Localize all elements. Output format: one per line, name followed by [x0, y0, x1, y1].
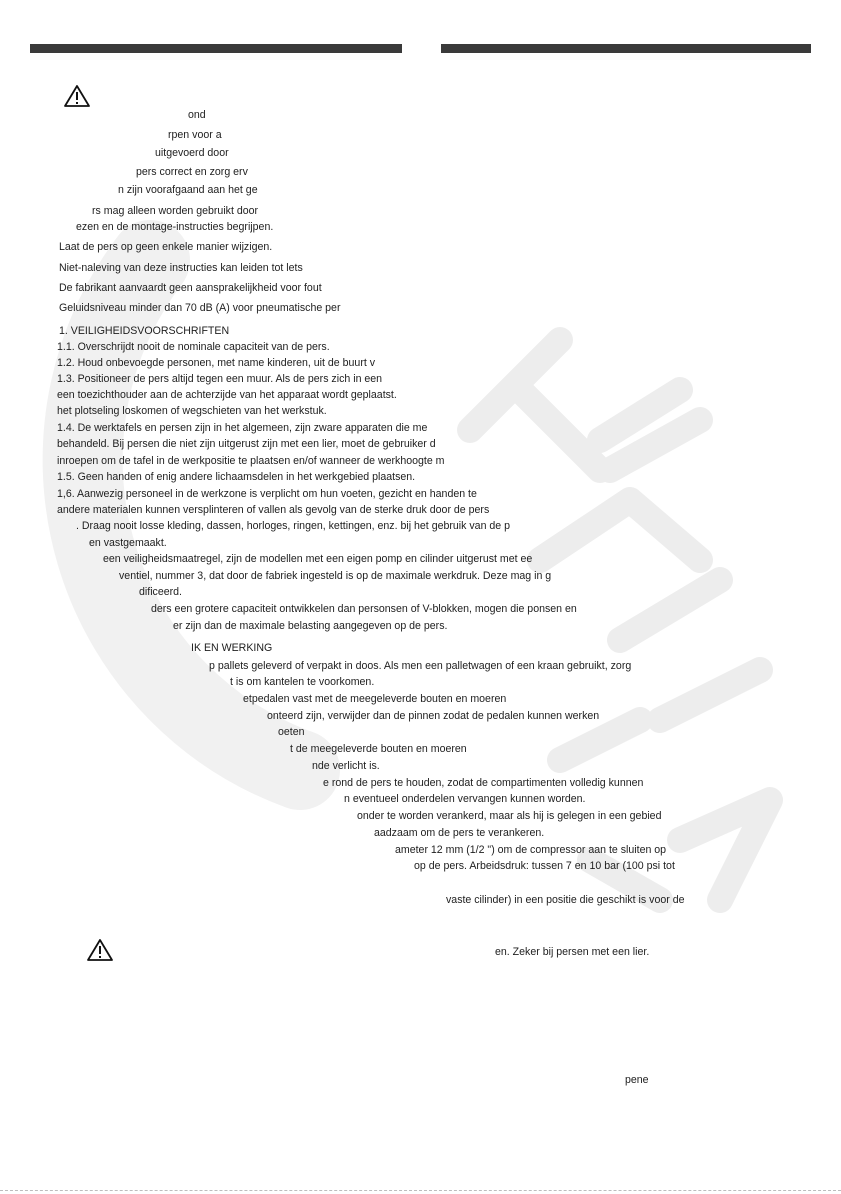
- text-line: het plotseling loskomen of wegschieten van het werkstuk.: [57, 405, 327, 417]
- text-line: t de meegeleverde bouten en moeren: [290, 743, 467, 755]
- text-line: behandeld. Bij persen die niet zijn uitgerust zijn met een lier, moet de gebruiker d: [57, 438, 436, 450]
- text-line: Niet-naleving van deze instructies kan leiden tot lets: [59, 262, 303, 274]
- text-line: andere materialen kunnen versplinteren of vallen als gevolg van de sterke druk door de pers: [57, 504, 490, 516]
- text-line: ders een grotere capaciteit ontwikkelen dan personsen of V-blokken, mogen die ponsen en: [151, 603, 577, 615]
- text-line: 1.4. De werktafels en persen zijn in het algemeen, zijn zware apparaten die me: [57, 422, 428, 434]
- warning-triangle-icon: [86, 938, 114, 962]
- section-heading: 1. VEILIGHEIDSVOORSCHRIFTEN: [59, 325, 230, 337]
- text-line: op de pers. Arbeidsdruk: tussen 7 en 10 bar (100 psi tot: [414, 860, 675, 872]
- text-line: onteerd zijn, verwijder dan de pinnen zodat de pedalen kunnen werken: [267, 710, 600, 722]
- text-line: oeten: [278, 726, 305, 738]
- text-line: 1,6. Aanwezig personeel in de werkzone is verplicht om hun voeten, gezicht en handen te: [57, 488, 477, 500]
- text-line: ameter 12 mm (1/2 ") om de compressor aan te sluiten op: [395, 844, 667, 856]
- text-line: een toezichthouder aan de achterzijde van het apparaat wordt geplaatst.: [57, 389, 397, 401]
- text-line: dificeerd.: [139, 586, 182, 598]
- text-line: ond: [188, 109, 206, 121]
- text-line: Geluidsniveau minder dan 70 dB (A) voor pneumatische per: [59, 302, 341, 314]
- text-line: inroepen om de tafel in de werkpositie te plaatsen en/of wanneer de werkhoogte m: [57, 455, 445, 467]
- warning-triangle-icon: [63, 84, 91, 108]
- text-line: n zijn voorafgaand aan het ge: [118, 184, 258, 196]
- text-line: De fabrikant aanvaardt geen aansprakelijkheid voor fout: [59, 282, 322, 294]
- text-line: t is om kantelen te voorkomen.: [230, 676, 375, 688]
- text-line: rpen voor a: [168, 129, 222, 141]
- text-line: Laat de pers op geen enkele manier wijzigen.: [59, 241, 273, 253]
- text-line: nde verlicht is.: [312, 760, 380, 772]
- text-line: er zijn dan de maximale belasting aangegeven op de pers.: [173, 620, 448, 632]
- text-line: 1.2. Houd onbevoegde personen, met name kinderen, uit de buurt v: [57, 357, 376, 369]
- text-line: ventiel, nummer 3, dat door de fabriek ingesteld is op de maximale werkdruk. Deze mag in g: [119, 570, 552, 582]
- text-line: 1.3. Positioneer de pers altijd tegen een muur. Als de pers zich in een: [57, 373, 383, 385]
- text-line: onder te worden verankerd, maar als hij is gelegen in een gebied: [357, 810, 662, 822]
- text-line: ezen en de montage-instructies begrijpen.: [76, 221, 274, 233]
- text-line: 1.5. Geen handen of enig andere lichaamsdelen in het werkgebied plaatsen.: [57, 471, 416, 483]
- text-line: p pallets geleverd of verpakt in doos. Als men een palletwagen of een kraan gebruikt, zorg: [209, 660, 632, 672]
- text-line: e rond de pers te houden, zodat de compartimenten volledig kunnen: [323, 777, 644, 789]
- bottom-divider: [0, 1190, 841, 1191]
- text-line: en vastgemaakt.: [89, 537, 167, 549]
- text-line: aadzaam om de pers te verankeren.: [374, 827, 545, 839]
- text-line: n eventueel onderdelen vervangen kunnen worden.: [344, 793, 586, 805]
- text-line: vaste cilinder) in een positie die geschikt is voor de: [446, 894, 685, 906]
- text-line: 1.1. Overschrijdt nooit de nominale capaciteit van de pers.: [57, 341, 330, 353]
- text-line: . Draag nooit losse kleding, dassen, horloges, ringen, kettingen, enz. bij het gebruik van de p: [76, 520, 511, 532]
- section-heading: IK EN WERKING: [191, 642, 273, 654]
- text-line: uitgevoerd door: [155, 147, 229, 159]
- text-line: pers correct en zorg erv: [136, 166, 248, 178]
- text-line: en. Zeker bij persen met een lier.: [495, 946, 650, 958]
- text-line: rs mag alleen worden gebruikt door: [92, 205, 259, 217]
- text-line: een veiligheidsmaatregel, zijn de modellen met een eigen pomp en cilinder uitgerust met ee: [103, 553, 533, 565]
- text-line: pene: [625, 1074, 649, 1086]
- text-line: etpedalen vast met de meegeleverde bouten en moeren: [243, 693, 507, 705]
